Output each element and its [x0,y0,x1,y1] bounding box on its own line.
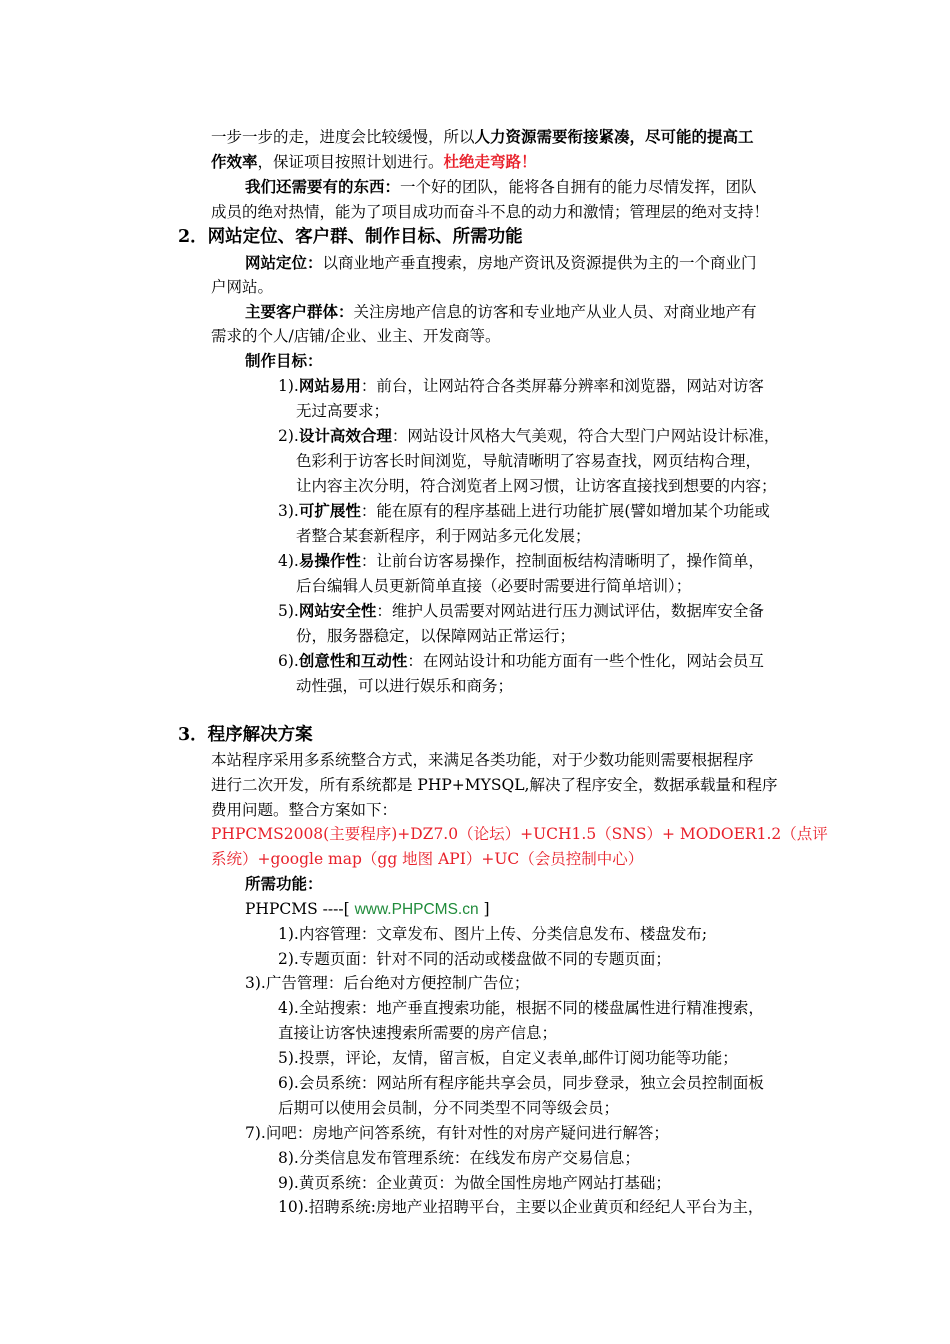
goal-item-cont: 者整合某套新程序，利于网站多元化发展； [296,527,591,545]
customer-line: 主要客户群体：关注房地产信息的访客和专业地产从业人员、对商业地产有 [245,302,757,321]
function-item: 4).全站搜索：地产垂直搜索功能，根据不同的楼盘属性进行精准搜索， [278,999,764,1017]
goal-item: 2).设计高效合理：网站设计风格大气美观，符合大型门户网站设计标准， [278,426,780,445]
intro-line: 作效率，保证项目按照计划进行。杜绝走弯路！ [211,152,537,171]
goal-item-cont: 无过高要求； [296,402,390,420]
needs-line: 成员的绝对热情，能为了项目成功而奋斗不息的动力和激情；管理层的绝对支持！ [211,203,770,221]
function-item: 3).广告管理：后台绝对方便控制广告位； [245,974,530,992]
intro-line: 一步一步的走，进度会比较缓慢，所以人力资源需要衔接紧凑，尽可能的提高工 [211,127,754,146]
section-2-heading: 2．网站定位、客户群、制作目标、所需功能 [178,227,523,247]
goal-item: 1).网站易用：前台，让网站符合各类屏幕分辨率和浏览器，网站对访客 [278,376,764,395]
function-item: 5).投票，评论，友情，留言板，自定义表单,邮件订阅功能等功能； [278,1049,738,1067]
needs-line: 我们还需要有的东西：一个好的团队，能将各自拥有的能力尽情发挥，团队 [245,177,757,196]
positioning-line: 网站定位：以商业地产垂直搜索，房地产资讯及资源提供为主的一个商业门 [245,253,757,272]
goal-item: 4).易操作性：让前台访客易操作，控制面板结构清晰明了，操作简单， [278,551,764,570]
function-item: 2).专题页面：针对不同的活动或楼盘做不同的专题页面； [278,950,671,968]
positioning-line: 户网站。 [211,278,274,296]
functions-label: 所需功能： [245,874,323,893]
integration-plan-line: PHPCMS2008(主要程序)+DZ7.0（论坛）+UCH1.5（SNS）+ MODOER1.2（点评 [211,825,828,843]
function-item: 1).内容管理：文章发布、图片上传、分类信息发布、楼盘发布; [278,925,708,943]
goal-item: 3).可扩展性：能在原有的程序基础上进行功能扩展(譬如增加某个功能或 [278,501,770,520]
section-3-heading: 3．程序解决方案 [178,725,313,745]
function-item: 10).招聘系统:房地产业招聘平台，主要以企业黄页和经纪人平台为主， [278,1198,764,1216]
goal-item: 6).创意性和互动性：在网站设计和功能方面有一些个性化，网站会员互 [278,651,764,670]
goal-item-cont: 让内容主次分明，符合浏览者上网习惯，让访客直接找到想要的内容； [296,477,777,495]
phpcms-line: PHPCMS ----[ www.PHPCMS.cn ] [245,900,490,918]
function-item: 9).黄页系统：企业黄页：为做全国性房地产网站打基础； [278,1174,671,1192]
function-item-cont: 直接让访客快速搜索所需要的房产信息； [278,1024,558,1042]
function-item: 7).问吧：房地产问答系统，有针对性的对房产疑问进行解答； [245,1124,669,1142]
goal-item: 5).网站安全性：维护人员需要对网站进行压力测试评估，数据库安全备 [278,601,764,620]
function-item-cont: 后期可以使用会员制，分不同类型不同等级会员； [278,1099,620,1117]
function-item: 8).分类信息发布管理系统：在线发布房产交易信息； [278,1149,640,1167]
solution-paragraph-line: 本站程序采用多系统整合方式，来满足各类功能，对于少数功能则需要根据程序 [211,751,754,769]
goal-item-cont: 后台编辑人员更新简单直接（必要时需要进行简单培训）； [296,577,692,595]
phpcms-link[interactable]: www.PHPCMS.cn [354,901,479,918]
solution-paragraph-line: 费用问题。整合方案如下： [211,801,398,819]
integration-plan-line: 系统）+google map（gg 地图 API）+UC（会员控制中心） [211,850,644,868]
goal-item-cont: 份，服务器稳定，以保障网站正常运行； [296,627,576,645]
goal-item-cont: 动性强，可以进行娱乐和商务； [296,677,514,695]
customer-line: 需求的个人/店铺/企业、业主、开发商等。 [211,327,501,345]
goal-item-cont: 色彩利于访客长时间浏览，导航清晰明了容易查找，网页结构合理， [296,452,762,470]
solution-paragraph-line: 进行二次开发，所有系统都是 PHP+MYSQL,解决了程序安全，数据承载量和程序 [211,776,778,794]
goals-label: 制作目标： [245,351,323,370]
function-item: 6).会员系统：网站所有程序能共享会员，同步登录，独立会员控制面板 [278,1074,764,1092]
